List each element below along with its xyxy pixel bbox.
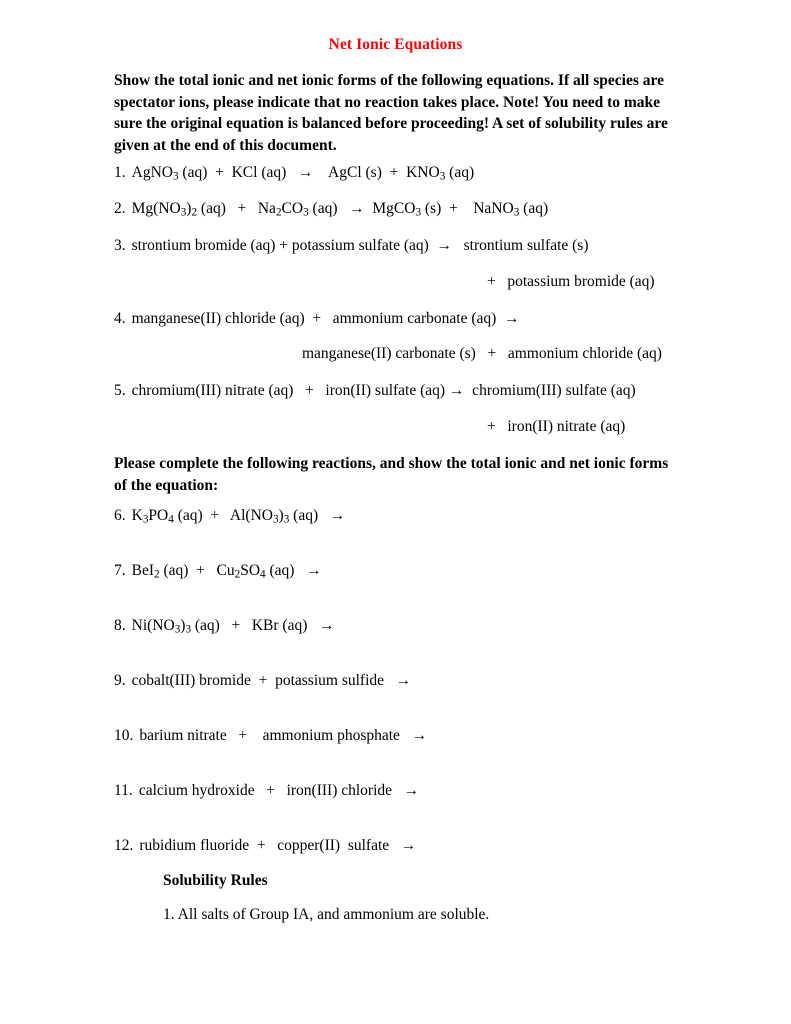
equation-item-3-continuation: + potassium bromide (aq) — [487, 273, 655, 290]
equation-body: cobalt(III) bromide + potassium sulfide → — [131, 672, 412, 689]
equation-number: 9. — [114, 672, 126, 689]
equation-item-5 — [114, 381, 636, 401]
equation-item-11 — [114, 781, 419, 801]
equation-body: BeI$_2$ $(aq) + Cu_2SO_4$ (aq) → — [131, 562, 322, 581]
equation-item-8 — [114, 616, 334, 636]
equation-number: 11. — [114, 782, 133, 799]
equation-item-4-continuation: manganese(II) carbonate (s) + ammonium chloride (aq) — [302, 345, 662, 362]
equation-number: 12. — [114, 837, 134, 854]
equation-body: AgNO$_3$ (aq) + KCl (aq) → AgCl $(s) + KNO_3$ (aq) — [131, 164, 475, 183]
intro-paragraph: Show the total ionic and net ionic forms of the following equations. If all species are spectator ions, please indicate that no reaction takes place. Note! You need to make sure the original equation is balanced before proceeding! A set of solubility rules are given at the end of this document. — [114, 72, 668, 154]
equation-item-9 — [114, 671, 411, 691]
equation-item-2 — [114, 199, 548, 219]
equation-body: chromium(III) nitrate (aq) + iron(II) sulfate (aq) → chromium(III) sulfate (aq) — [131, 382, 636, 399]
equation-item-3 — [114, 236, 589, 256]
equation-number: 2. — [114, 200, 126, 217]
solubility-rules-heading: Solubility Rules — [163, 872, 268, 889]
equation-item-4 — [114, 309, 520, 329]
equation-number: 8. — [114, 617, 126, 634]
equation-item-5-continuation: + iron(II) nitrate (aq) — [487, 418, 626, 435]
equation-number: 7. — [114, 562, 126, 579]
equation-item-6 — [114, 506, 345, 526]
equation-body: $Ni(NO_3)_3$ (aq) + KBr (aq) → — [131, 617, 335, 636]
page-title: Net Ionic Equations — [328, 36, 463, 53]
equation-body: strontium bromide (aq) + potassium sulfate (aq) → strontium sulfate (s) — [131, 237, 589, 254]
equation-body: rubidium fluoride + copper(II) sulfate → — [139, 837, 417, 854]
equation-item-1 — [114, 163, 474, 183]
equation-number: 1. — [114, 164, 126, 181]
equation-body: barium nitrate + ammonium phosphate → — [139, 727, 428, 744]
mid-section-heading: Please complete the following reactions, and show the total ionic and net ionic forms of the equation: — [114, 455, 669, 494]
equation-number: 10. — [114, 727, 134, 744]
equation-body: $K_3PO_4$ $(aq) + Al(NO_3)_3$ (aq) → — [131, 507, 346, 526]
equation-number: 6. — [114, 507, 126, 524]
solubility-rule-1: 1. All salts of Group IA, and ammonium are soluble. — [163, 906, 490, 923]
equation-body: $Mg(NO_3)_2$ $(aq) + Na_2CO_3$ (aq) → MgCO$_3$ (s) + NaNO$_3$ (aq) — [131, 200, 549, 219]
equation-item-12 — [114, 836, 416, 856]
equation-number: 4. — [114, 310, 126, 327]
equation-body: manganese(II) chloride (aq) + ammonium carbonate (aq) → — [131, 310, 520, 327]
equation-body: calcium hydroxide + iron(III) chloride → — [138, 782, 420, 799]
equation-number: 3. — [114, 237, 126, 254]
equation-item-7 — [114, 561, 322, 581]
equation-item-10 — [114, 726, 427, 746]
equation-number: 5. — [114, 382, 126, 399]
